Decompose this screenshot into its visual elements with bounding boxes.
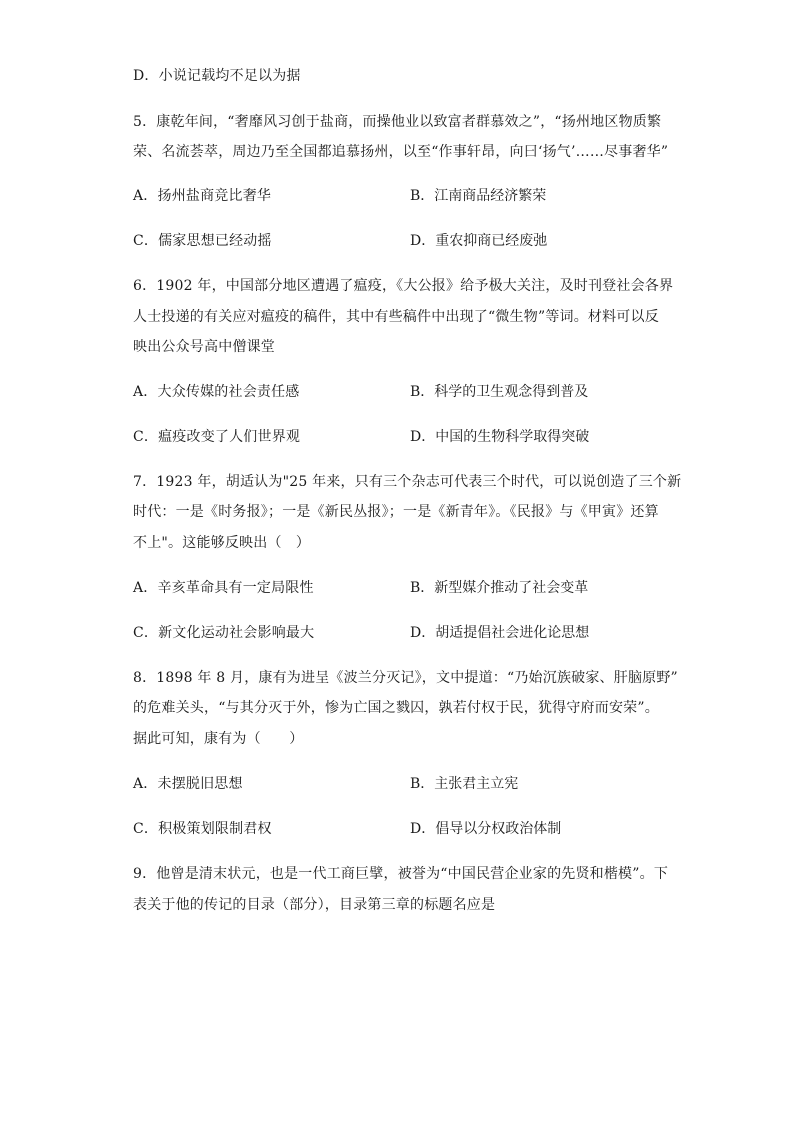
- q4-option-d: D．小说记载均不足以为据: [133, 68, 301, 84]
- q7-stem-line-3: 不上"。这能够反映出（ ）: [133, 535, 311, 551]
- q8-stem-line-2: 的危难关头，“与其分灭于外，惨为亡国之戮囚，孰若付权于民，犹得守府而安荣”。: [133, 700, 659, 716]
- q7-stem-line-2: 时代：一是《时务报》；一是《新民丛报》；一是《新青年》。《民报》与《甲寅》还算: [133, 504, 659, 520]
- q8-stem-line-3: 据此可知，康有为（ ）: [133, 731, 304, 747]
- q8-option-a: A．未摆脱旧思想: [133, 776, 243, 792]
- q8-option-b: B．主张君主立宪: [410, 776, 519, 792]
- q5-option-c: C．儒家思想已经动摇: [133, 233, 272, 249]
- q5-option-a: A．扬州盐商竞比奢华: [133, 188, 272, 204]
- q5-option-b: B．江南商品经济繁荣: [410, 188, 547, 204]
- q6-stem-line-1: 6．1902 年，中国部分地区遭遇了瘟疫，《大公报》给予极大关注，及时刊登社会各界: [133, 278, 674, 294]
- q8-option-d: D．倡导以分权政治体制: [410, 821, 562, 837]
- q7-option-b: B．新型媒介推动了社会变革: [410, 580, 589, 596]
- q5-stem-line-1: 5．康乾年间，“奢靡风习创于盐商，而操他业以致富者群慕效之”，“扬州地区物质繁: [133, 114, 662, 130]
- q6-option-c: C．瘟疫改变了人们世界观: [133, 429, 301, 445]
- q8-option-c: C．积极策划限制君权: [133, 821, 272, 837]
- q7-option-a: A．辛亥革命具有一定局限性: [133, 580, 314, 596]
- q9-stem-line-2: 表关于他的传记的目录（部分），目录第三章的标题名应是: [133, 897, 496, 913]
- q5-option-d: D．重农抑商已经废弛: [410, 233, 548, 249]
- q7-stem-line-1: 7．1923 年，胡适认为"25 年来，只有三个杂志可代表三个时代，可以说创造了三个新: [133, 474, 682, 490]
- q6-option-a: A．大众传媒的社会责任感: [133, 384, 300, 400]
- q6-stem-line-3: 映出公众号高中僧课堂: [133, 339, 275, 355]
- q9-stem-line-1: 9．他曾是清末状元，也是一代工商巨擘，被誉为“中国民营企业家的先贤和楷模”。下: [133, 866, 669, 882]
- q7-option-d: D．胡适提倡社会进化论思想: [410, 625, 590, 641]
- q6-option-b: B．科学的卫生观念得到普及: [410, 384, 589, 400]
- q5-stem-line-2: 荣、名流荟萃，周边乃至全国都追慕扬州，以至“作事轩昂，向曰‘扬气’……尽事奢华”: [133, 144, 669, 160]
- q7-option-c: C．新文化运动社会影响最大: [133, 625, 315, 641]
- q6-option-d: D．中国的生物科学取得突破: [410, 429, 590, 445]
- q6-stem-line-2: 人士投递的有关应对瘟疫的稿件，其中有些稿件中出现了“微生物”等词。材料可以反: [133, 309, 659, 325]
- q8-stem-line-1: 8．1898 年 8 月，康有为进呈《波兰分灭记》，文中提道：“乃始沉族破家、肝脑原野”: [133, 670, 678, 686]
